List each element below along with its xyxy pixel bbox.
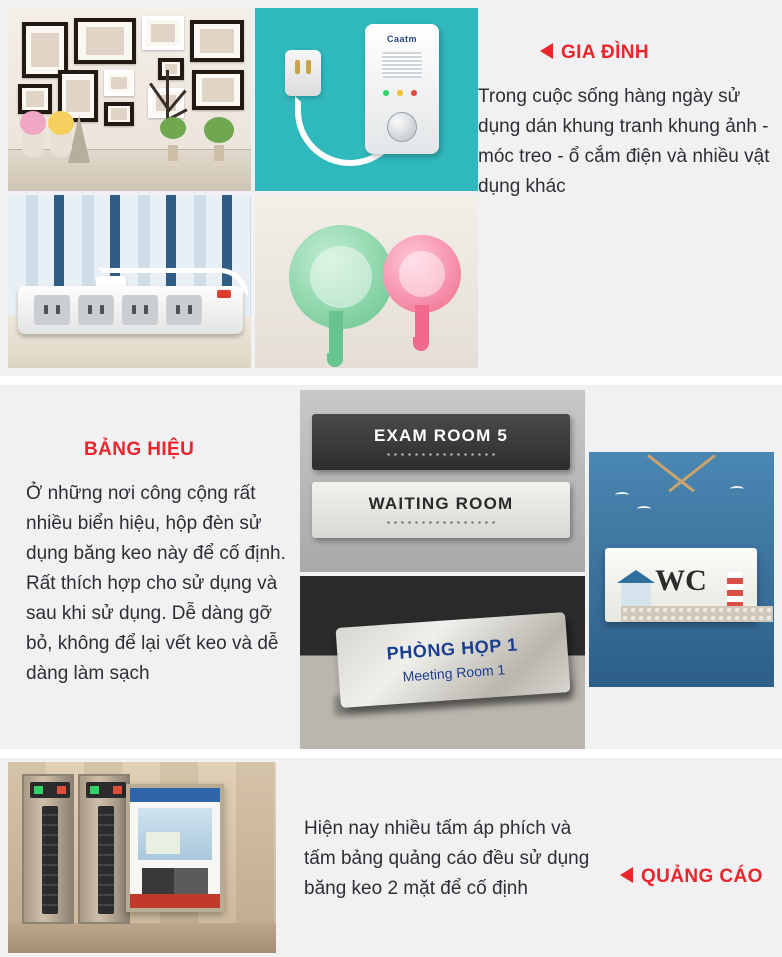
body-text-gia-dinh: Trong cuộc sống hàng ngày sử dụng dán khung tranh khung ảnh - móc treo - ổ cắm điện và nhiều vật dụng khác — [478, 86, 770, 197]
advertising-lightbox — [126, 784, 224, 912]
power-strip-photo — [8, 195, 251, 368]
sign-exam-room: EXAM ROOM 5 — [312, 414, 570, 470]
gas-detector-photo — [255, 8, 478, 191]
heading-gia-dinh: GIA ĐÌNH — [540, 42, 649, 64]
picture-frame-wall-photo — [8, 8, 251, 191]
detector-device — [365, 24, 439, 154]
section-divider-2 — [0, 749, 782, 758]
plug-icon — [285, 50, 321, 96]
section-bang-hieu — [0, 385, 782, 749]
elevator-lobby-lightbox-photo — [8, 762, 276, 953]
body-text-quang-cao: Hiện nay nhiều tấm áp phích và tấm bảng quảng cáo đều sử dụng băng keo 2 mặt để cố định — [304, 818, 590, 899]
wc-sign-text: WC — [655, 564, 707, 597]
heading-bang-hieu: BẢNG HIỆU — [84, 439, 195, 460]
door-signs-photo — [300, 390, 585, 572]
heading-quang-cao: QUẢNG CÁO — [620, 866, 763, 888]
meeting-sign-line1: PHÒNG HỌP 1 — [386, 634, 519, 664]
section-quang-cao — [0, 758, 782, 957]
wc-wooden-sign-photo — [589, 452, 774, 687]
detector-brand-label: Caatm — [386, 34, 417, 44]
body-text-bang-hieu: Ở những nơi công cộng rất nhiều biển hiệu, hộp đèn sử dụng băng keo này để cố định. Rất thích hợp cho sử dụng và sau khi sử dụng. Dễ dàng gỡ bỏ, không để lại vết keo và dễ dàng làm sạch — [26, 483, 286, 684]
section-divider-1 — [0, 376, 782, 385]
arrow-left-icon — [540, 43, 553, 59]
section-gia-dinh — [0, 0, 782, 376]
meeting-sign-line2: Meeting Room 1 — [402, 661, 506, 685]
meeting-room-sign-photo — [300, 576, 585, 749]
suction-hooks-photo — [255, 195, 478, 368]
sign-waiting-room: WAITING ROOM — [312, 482, 570, 538]
arrow-left-icon — [620, 867, 633, 883]
